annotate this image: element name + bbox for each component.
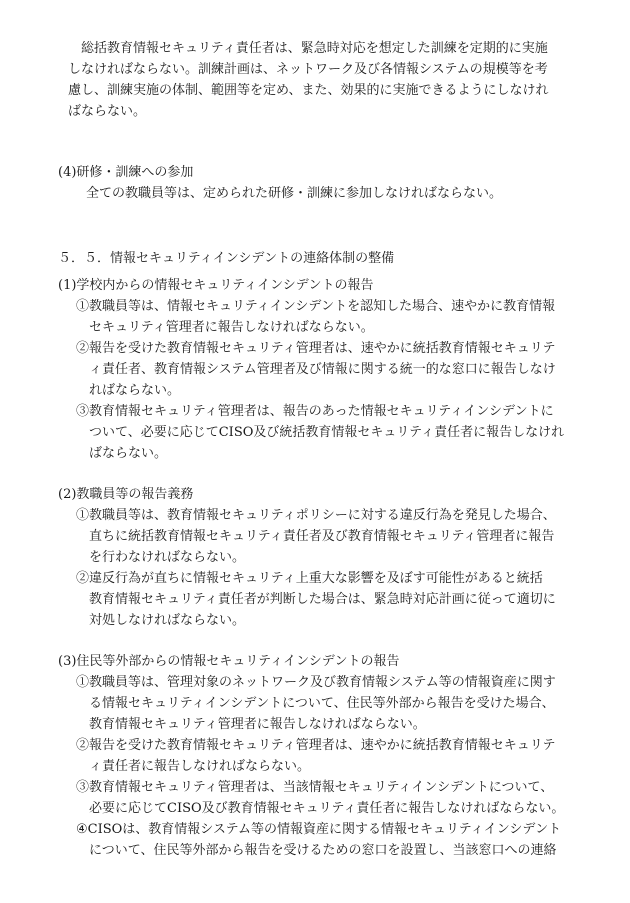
subsection-3-item-2: ②報告を受けた教育情報セキュリティ管理者は、速やかに統括教育情報セキュリテ ィ責任者に報告しなければならない。 xyxy=(76,738,556,774)
subsection-3-item-3: ③教育情報セキュリティ管理者は、当該情報セキュリティインシデントについて、 必要に応じてCISO及び教育情報セキュリティ責任者に報告しなければならない。 xyxy=(76,780,565,816)
subsection-1-item-3: ③教育情報セキュリティ管理者は、報告のあった情報セキュリティインシデントに ついて、必要に応じてCISO及び統括教育情報セキュリティ責任者に報告しなけれ ばならない。 xyxy=(76,404,565,461)
subsection-4-body: 全ての教職員等は、定められた研修・訓練に参加しなければならない。 xyxy=(86,186,503,201)
subsection-2-item-2: ②違反行為が直ちに情報セキュリティ上重大な影響を及ぼす可能性があると統括 教育情報セキュリティ責任者が判断した場合は、緊急時対応計画に従って適切に 対処しなければならない。 xyxy=(76,571,556,628)
subsection-2-item-1: ①教職員等は、教育情報セキュリティポリシーに対する違反行為を発見した場合、 直ちに統括教育情報セキュリティ責任者及び教育情報セキュリティ管理者に報告 を行わなければならない。 xyxy=(76,508,556,565)
subsection-1-item-2: ②報告を受けた教育情報セキュリティ管理者は、速やかに統括教育情報セキュリテ ィ責任者、教育情報システム管理者及び情報に関する統一的な窓口に報告しなけ ればならない。 xyxy=(76,341,556,398)
subsection-1-heading: (1)学校内からの情報セキュリティインシデントの報告 xyxy=(58,278,374,293)
subsection-3-item-4: ④CISOは、教育情報システム等の情報資産に関する情報セキュリティインシデント について、住民等外部から報告を受けるための窓口を設置し、当該窓口への連絡 xyxy=(76,822,562,858)
section-title: ５．５．情報セキュリティインシデントの連絡体制の整備 xyxy=(58,251,395,266)
training-paragraph: 総括教育情報セキュリティ責任者は、緊急時対応を想定した訓練を定期的に実施 しなければならない。訓練計画は、ネットワーク及び各情報システムの規模等を考 慮し、訓練実施の体制、範囲等を定め、また、効果的に実施できるようにしなけれ ばならない。 xyxy=(68,41,549,119)
subsection-3-item-1: ①教職員等は、管理対象のネットワーク及び教育情報システム等の情報資産に関す る情報セキュリティインシデントについて、住民等外部から報告を受けた場合、 教育情報セキュリティ管理者に報告しなければならない。 xyxy=(76,675,556,732)
subsection-3-heading: (3)住民等外部からの情報セキュリティインシデントの報告 xyxy=(58,654,400,669)
subsection-1-item-1: ①教職員等は、情報セキュリティインシデントを認知した場合、速やかに教育情報 セキュリティ管理者に報告しなければならない。 xyxy=(76,299,556,335)
subsection-4-heading: (4)研修・訓練への参加 xyxy=(58,165,194,180)
subsection-2-heading: (2)教職員等の報告義務 xyxy=(58,487,194,502)
